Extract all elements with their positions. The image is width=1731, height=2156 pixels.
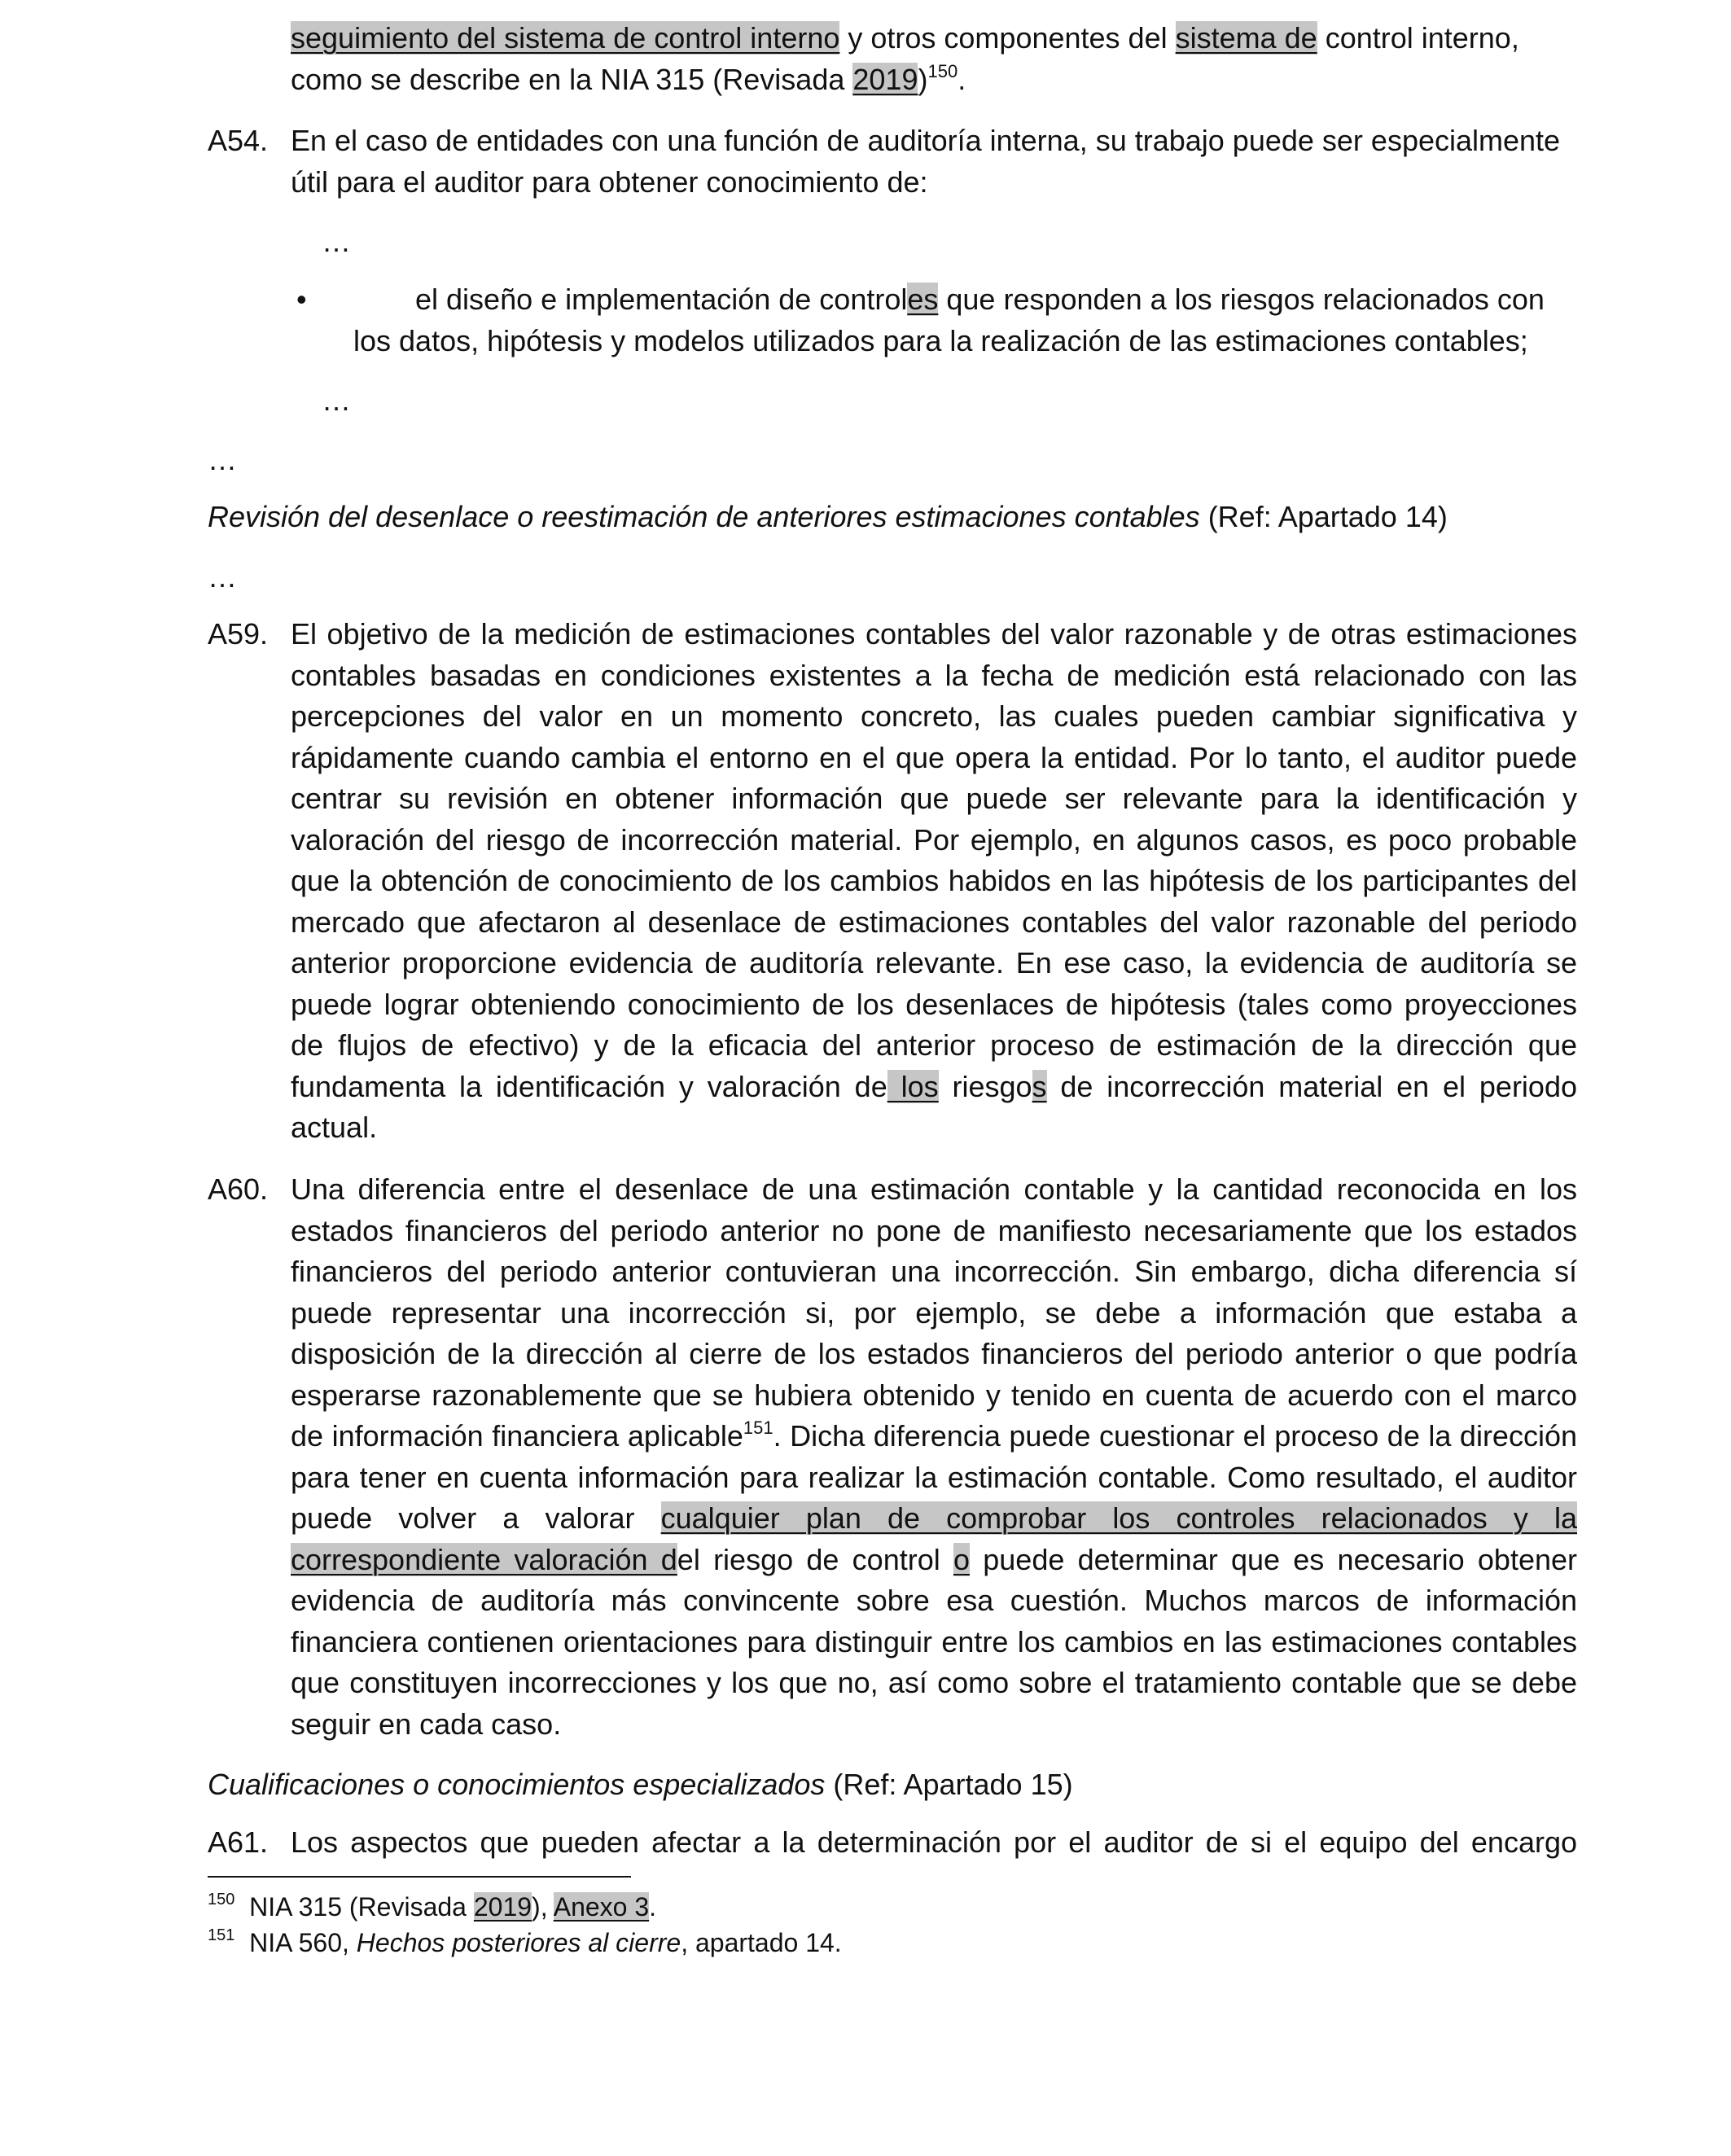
footnote-ref-150: 150 [927,60,958,81]
highlighted-text: los [887,1069,939,1103]
paragraph-a59: El objetivo de la medición de estimaciones contables del valor razonable y de otras estimaciones contables basadas en condiciones existentes a la fecha de medición está relacionado con las percepciones del valor en un momento concreto, las cuales pueden cambiar significativa y rápidamente cuando cambia el entorno en el que opera la entidad. Por lo tanto, el auditor puede centrar su revisión en obtener información que puede ser relevante para la identificación y valoración del riesgo de incorrección material. Por ejemplo, en algunos casos, es poco probable que la obtención de conocimiento de los cambios habidos en las hipótesis de los participantes del mercado que afectaron al desenlace de estimaciones contables del valor razonable del periodo anterior proporcione evidencia de auditoría relevante. En ese caso, la evidencia de auditoría se puede lograr obteniendo conocimiento de los desenlaces de hipótesis (tales como proyecciones de flujos de efectivo) y de la eficacia del anterior proceso de estimación de la dirección que fundamenta la identificación y valoración de los riesgos de incorrección material en el periodo actual. [291,617,1577,1144]
bullet-item: el diseño e implementación de controles que responden a los riesgos relacionados con los datos, hipótesis y modelos utilizados para la realización de las estimaciones contables; [353,283,1545,357]
highlighted-text: 2019 [852,62,918,96]
section-heading-review: Revisión del desenlace o reestimación de anteriores estimaciones contables (Ref: Apartado 14) [208,500,1448,533]
section-heading-skills: Cualificaciones o conocimientos especializados (Ref: Apartado 15) [208,1768,1073,1801]
ellipsis: … [322,225,351,258]
highlighted-text: o [953,1542,971,1576]
ellipsis: … [208,443,237,476]
paragraph-a60: Una diferencia entre el desenlace de una estimación contable y la cantidad reconocida en los estados financieros del periodo anterior no pone de manifiesto necesariamente que los estados financieros del periodo anterior contuvieran una incorrección. Sin embargo, dicha diferencia sí puede representar una incorrección si, por ejemplo, se debe a información que estaba a disposición de la dirección al cierre de los estados financieros del periodo anterior o que podría esperarse razonablemente que se hubiera obtenido y tenido en cuenta de acuerdo con el marco de información financiera aplicable$^{151}$. Dicha diferencia puede cuestionar el proceso de la dirección para tener en cuenta información para realizar la estimación contable. Como resultado, el auditor puede volver a valorar cualquier plan de comprobar los controles relacionados y la correspondiente valoración del riesgo de control o puede determinar que es necesario obtener evidencia de auditoría más convincente sobre esa cuestión. Muchos marcos de información financiera contienen orientaciones para distinguir entre los cambios en las estimaciones contables que constituyen incorrecciones y los que no, así como sobre el tratamiento contable que se debe seguir en cada caso. [291,1172,1577,1741]
highlighted-text: es [907,283,939,316]
footnote-150: $^{150}$ NIA 315 (Revisada 2019), Anexo 3. [208,1891,657,1922]
highlighted-text: 2019 [473,1892,532,1922]
paragraph-number-a54: A54. [208,124,269,157]
paragraph-number-a60: A60. [208,1172,269,1206]
paragraph-a53-tail: seguimiento del sistema de control interno y otros componentes del sistema de control interno, como se describe en la NIA 315 (Revisada 2019)$^{150}$. [291,21,1519,96]
paragraph-number-a61: A61. [208,1825,269,1859]
highlighted-text: s [1032,1069,1047,1103]
footnote-151: $^{151}$ NIA 560, Hechos posteriores al cierre, apartado 14. [208,1926,842,1957]
footnote-ref-151: 151 [743,1418,773,1438]
ellipsis: … [322,383,351,417]
footnote-separator [208,1876,631,1878]
paragraph-a61: Los aspectos que pueden afectar a la determinación por el auditor de si el equipo del encargo [291,1825,1577,1859]
highlighted-text: seguimiento del sistema de control interno [291,21,840,55]
paragraph-a54: En el caso de entidades con una función de auditoría interna, su trabajo puede ser especialmente útil para el auditor para obtener conocimiento de: [291,124,1561,199]
bullet-marker: • [296,283,307,316]
highlighted-text: Anexo 3 [553,1892,650,1922]
paragraph-number-a59: A59. [208,617,269,651]
highlighted-text: sistema de [1175,21,1317,55]
ellipsis: … [208,560,237,594]
highlighted-text: cualquier plan de comprobar los controles relacionados y la correspondiente valoración d [291,1501,1577,1576]
